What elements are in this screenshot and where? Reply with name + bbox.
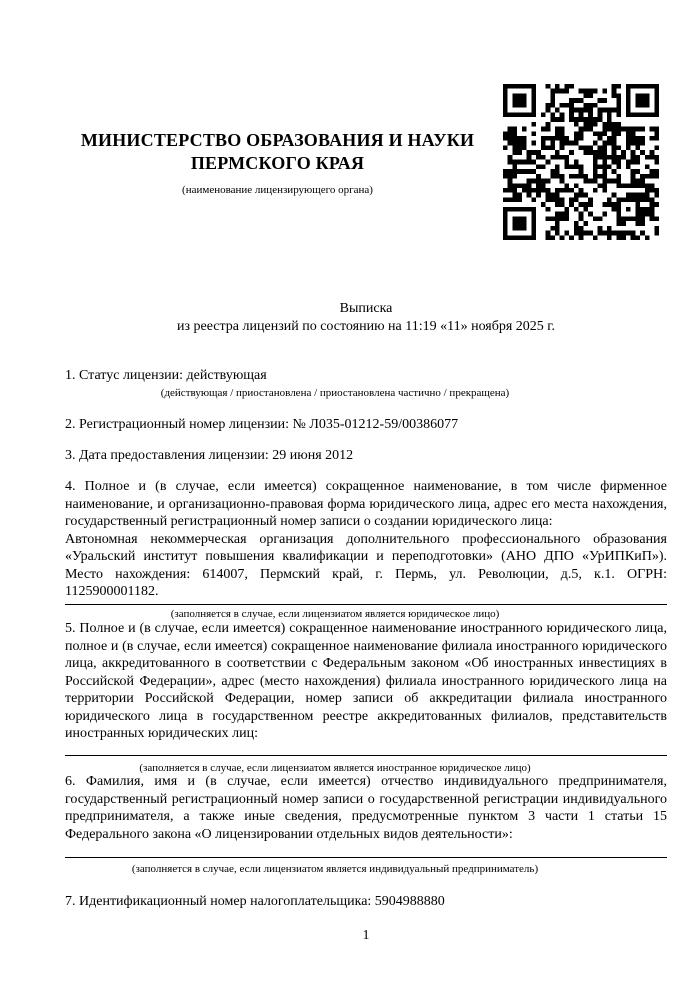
- item-2-registration-number: [65, 416, 667, 434]
- item-5-foreign-entity: [65, 620, 667, 775]
- item-1-license-status: [65, 367, 667, 400]
- taxpayer-number-text: 7. Идентификационный номер налогоплательщика: 5904988880: [65, 894, 445, 909]
- item-4-legal-entity: [65, 478, 667, 621]
- license-status-text: 1. Статус лицензии: действующая: [65, 368, 267, 383]
- legal-entity-label: 4. Полное и (в случае, если имеется) сокращенное наименование, в том числе фирменное наименование, и организационно-правовая форма юридического лица, адрес его места нахождения, государственный регистрационный номер записи о создании юридического лица:: [65, 479, 667, 529]
- fill-in-line: [65, 755, 667, 756]
- item-6-individual-entrepreneur: [65, 773, 667, 876]
- foreign-entity-label: 5. Полное и (в случае, если имеется) сокращенное наименование иностранного юридического лица, полное и (в случае, если имеется) сокращенное наименование филиала иностранного юридического лица, аккредитованного в соответствии с Федеральным законом «Об иностранных инвестициях в Российской Федерации», адрес (место нахождения) филиала иностранного юридического лица на территории Российской Федерации, номер записи об аккредитации филиала иностранного юридического лица в государственном реестре аккредитованных филиалов, представительств иностранных юридических лиц:: [65, 621, 667, 741]
- item-3-license-date: [65, 447, 667, 465]
- page-number: 1: [362, 928, 370, 943]
- item-7-taxpayer-number: [65, 893, 667, 911]
- document-title-line2: из реестра лицензий по состоянию на 11:19 «11» ноября 2025 г.: [177, 318, 555, 334]
- entrepreneur-caption: (заполняется в случае, если лицензиатом является индивидуальный предприниматель): [131, 863, 539, 875]
- fill-in-line: [65, 857, 667, 858]
- registration-number-text: 2. Регистрационный номер лицензии: № Л035-01212-59/00386077: [65, 417, 459, 432]
- licensing-authority-header: [65, 129, 490, 197]
- qr-code-icon: [503, 84, 659, 240]
- legal-entity-caption: (заполняется в случае, если лицензиатом является юридическое лицо): [170, 607, 500, 620]
- license-date-text: 3. Дата предоставления лицензии: 29 июня 2012: [65, 448, 354, 463]
- fill-in-line: [65, 604, 667, 605]
- document-title-line1: Выписка: [339, 301, 393, 316]
- legal-entity-value: Автономная некоммерческая организация дополнительного профессионального образования «Уральский институт повышения квалификации и переподготовки» (АНО ДПО «УрИПКиП»). Место нахождения: 614007, Пермский край, г. Пермь, ул. Революции, д.5, к.1. ОГРН: 1125900001182.: [65, 531, 667, 599]
- ministry-name-line2: ПЕРМСКОГО КРАЯ: [190, 153, 365, 173]
- foreign-entity-caption: (заполняется в случае, если лицензиатом является иностранное юридическое лицо): [139, 761, 531, 774]
- license-status-caption: (действующая / приостановлена / приостановлена частично / прекращена): [160, 386, 510, 399]
- ministry-name-line1: МИНИСТЕРСТВО ОБРАЗОВАНИЯ И НАУКИ: [80, 130, 475, 150]
- ministry-caption: (наименование лицензирующего органа): [182, 184, 373, 196]
- document-title: [65, 300, 667, 335]
- entrepreneur-label: 6. Фамилия, имя и (в случае, если имеется) отчество индивидуального предпринимателя, государственный регистрационный номер записи о государственной регистрации индивидуального предпринимателя, а также иные сведения, предусмотренные пунктом 3 части 1 статьи 15 Федерального закона «О лицензировании отдельных видов деятельности»:: [65, 774, 667, 842]
